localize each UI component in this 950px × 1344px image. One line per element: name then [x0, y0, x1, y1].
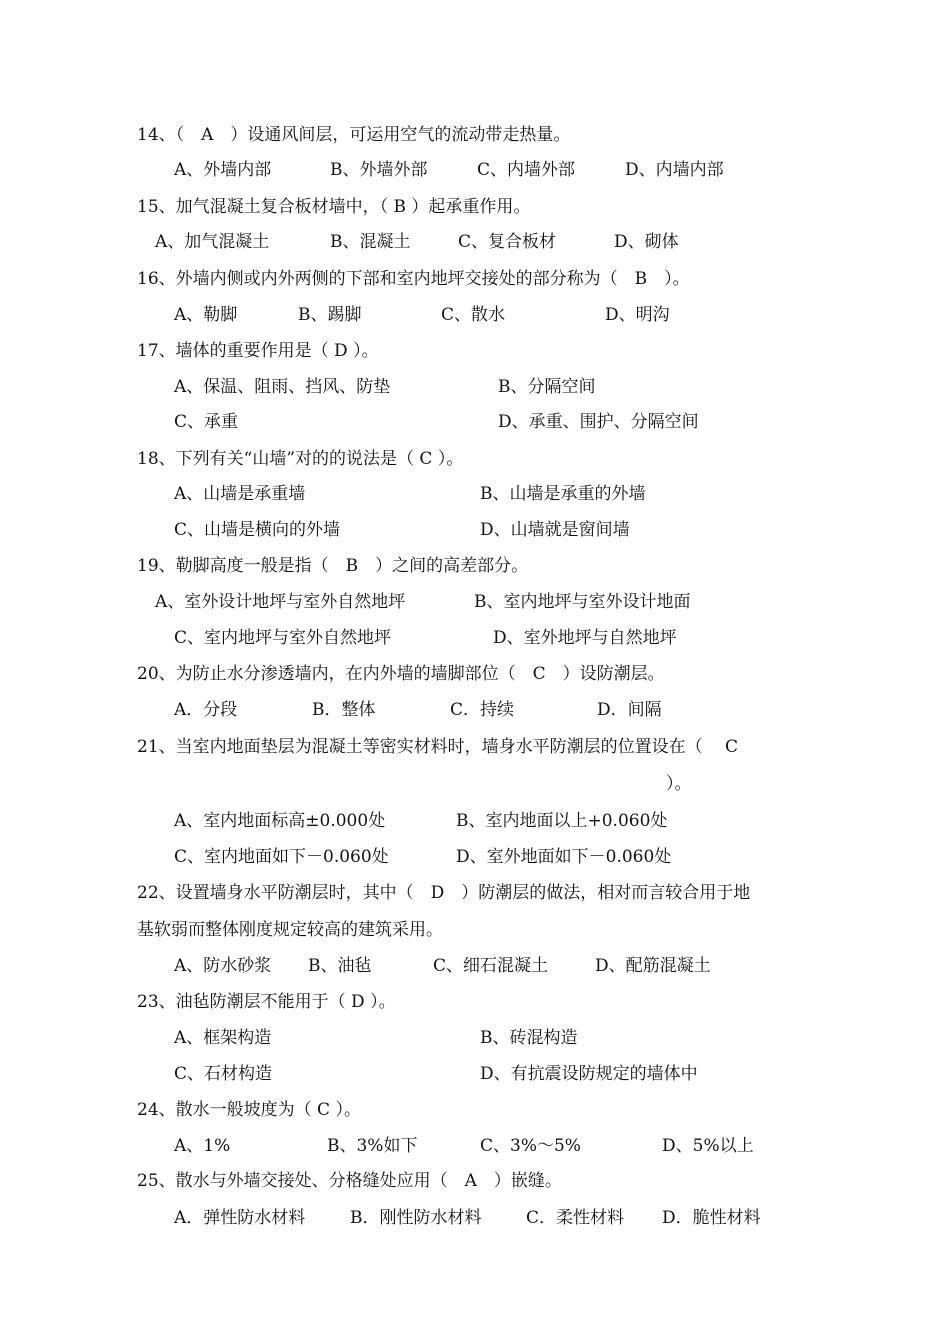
q20-option-b: B．整体 — [312, 700, 376, 720]
question-23-stem: 23、油毡防潮层不能用于（ D ）。 — [137, 992, 396, 1012]
question-16-stem: 16、外墙内侧或内外两侧的下部和室内地坪交接处的部分称为（ B ）。 — [137, 269, 690, 289]
q17-option-c: C、承重 — [174, 412, 239, 432]
q21-option-d: D、室外地面如下－0.060处 — [456, 847, 672, 867]
q15-option-d: D、砌体 — [614, 232, 679, 252]
question-19-stem: 19、勒脚高度一般是指（ B ）之间的高差部分。 — [137, 556, 529, 576]
q24-option-d: D、5%以上 — [662, 1136, 754, 1156]
q18-option-d: D、山墙就是窗间墙 — [480, 520, 630, 540]
q19-option-a: A、室外设计地坪与室外自然地坪 — [155, 592, 406, 612]
q20-option-a: A．分段 — [174, 700, 238, 720]
q17-option-d: D、承重、围护、分隔空间 — [498, 412, 699, 432]
q22-option-a: A、防水砂浆 — [174, 956, 272, 976]
question-18-stem: 18、下列有关“山墙”对的的说法是（ C ）。 — [137, 449, 464, 469]
q16-option-d: D、明沟 — [605, 305, 670, 325]
question-14-stem: 14、（ A ）设通风间层，可运用空气的流动带走热量。 — [137, 125, 571, 145]
q24-option-a: A、1% — [174, 1136, 231, 1156]
q14-option-a: A、外墙内部 — [174, 160, 272, 180]
q18-option-c: C、山墙是横向的外墙 — [174, 520, 341, 540]
q17-option-a: A、保温、阻雨、挡风、防垫 — [174, 377, 391, 397]
q15-option-b: B、混凝土 — [330, 232, 411, 252]
question-17-stem: 17、墙体的重要作用是（ D ）。 — [137, 341, 379, 361]
q22-option-d: D、配筋混凝土 — [595, 956, 711, 976]
q24-option-c: C、3%～5% — [480, 1136, 581, 1156]
q21-option-a: A、室内地面标高±0.000处 — [174, 811, 386, 831]
question-15-stem: 15、加气混凝土复合板材墙中，（ B ）起承重作用。 — [137, 197, 531, 217]
q23-option-d: D、有抗震设防规定的墙体中 — [480, 1064, 698, 1084]
q14-option-c: C、内墙外部 — [477, 160, 576, 180]
q22-option-b: B、油毡 — [308, 956, 372, 976]
q19-option-b: B、室内地坪与室外设计地面 — [474, 592, 691, 612]
q16-option-a: A、勒脚 — [174, 305, 238, 325]
q25-option-d: D．脆性材料 — [662, 1208, 761, 1228]
q18-option-a: A、山墙是承重墙 — [174, 484, 306, 504]
q15-option-c: C、复合板材 — [458, 232, 557, 252]
q20-option-c: C．持续 — [450, 700, 515, 720]
q23-option-a: A、框架构造 — [174, 1028, 272, 1048]
question-22-stem-continued: 基软弱而整体刚度规定较高的建筑采用。 — [137, 920, 443, 940]
q14-option-d: D、内墙内部 — [625, 160, 724, 180]
q25-option-a: A．弹性防水材料 — [174, 1208, 306, 1228]
question-24-stem: 24、散水一般坡度为（ C ）。 — [137, 1100, 361, 1120]
question-21-stem: 21、当室内地面垫层为混凝土等密实材料时，墙身水平防潮层的位置设在（ C — [137, 737, 739, 757]
q20-option-d: D．间隔 — [597, 700, 662, 720]
q24-option-b: B、3%如下 — [327, 1136, 418, 1156]
q14-option-b: B、外墙外部 — [330, 160, 428, 180]
q25-option-b: B．刚性防水材料 — [350, 1208, 482, 1228]
q18-option-b: B、山墙是承重的外墙 — [480, 484, 646, 504]
q19-option-d: D、室外地坪与自然地坪 — [493, 628, 677, 648]
q21-option-b: B、室内地面以上+0.060处 — [456, 811, 668, 831]
question-21-stem-continued: ）。 — [666, 774, 692, 794]
q22-option-c: C、细石混凝土 — [433, 956, 549, 976]
q23-option-c: C、石材构造 — [174, 1064, 273, 1084]
q23-option-b: B、砖混构造 — [480, 1028, 578, 1048]
question-25-stem: 25、散水与外墙交接处、分格缝处应用（ A ）嵌缝。 — [137, 1171, 562, 1191]
question-22-stem: 22、设置墙身水平防潮层时，其中（ D ）防潮层的做法，相对而言较合用于地 — [137, 883, 751, 903]
q15-option-a: A、加气混凝土 — [155, 232, 270, 252]
q16-option-c: C、散水 — [441, 305, 506, 325]
q21-option-c: C、室内地面如下－0.060处 — [174, 847, 389, 867]
q16-option-b: B、踢脚 — [298, 305, 362, 325]
question-20-stem: 20、为防止水分渗透墙内，在内外墙的墙脚部位（ C ）设防潮层。 — [137, 664, 665, 684]
q17-option-b: B、分隔空间 — [498, 377, 596, 397]
q25-option-c: C．柔性材料 — [526, 1208, 625, 1228]
q19-option-c: C、室内地坪与室外自然地坪 — [174, 628, 392, 648]
